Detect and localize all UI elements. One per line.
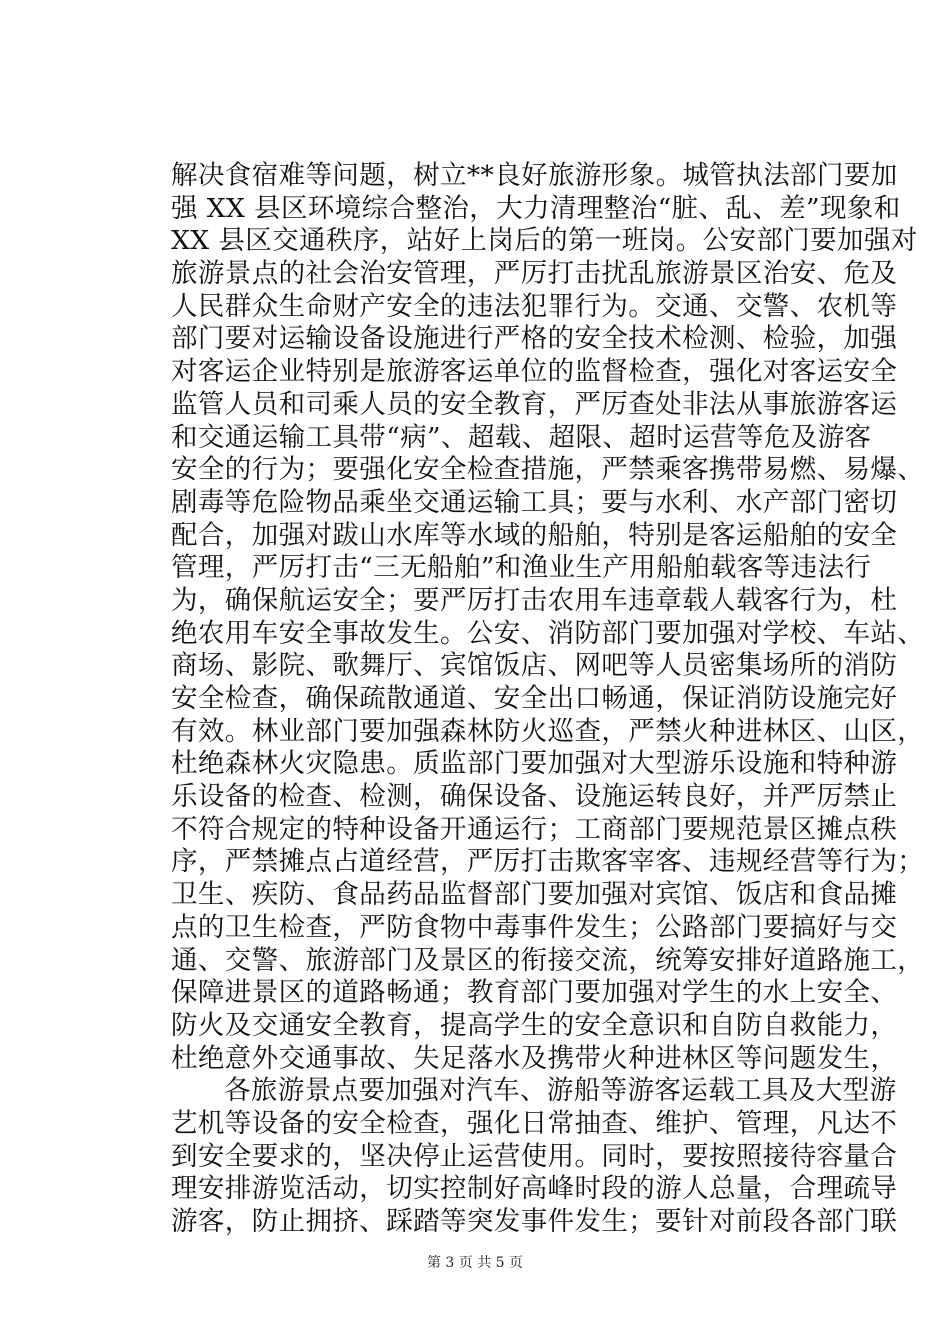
text-line: 防火及交通安全教育，提高学生的安全意识和自防自救能力， bbox=[171, 1009, 898, 1041]
text-line: 安全检查，确保疏散通道、安全出口畅通，保证消防设施完好 bbox=[171, 683, 898, 714]
text-line: 不符合规定的特种设备开通运行；工商部门要规范景区摊点秩 bbox=[171, 813, 898, 845]
text-line: 剧毒等危险物品乘坐交通运输工具；要与水利、水产部门密切 bbox=[171, 486, 898, 518]
text-line: 管理，严厉打击“三无船舶”和渔业生产用船舶载客等违法行 bbox=[171, 552, 872, 584]
text-line: 乐设备的检查、检测，确保设备、设施运转良好，并严厉禁止 bbox=[171, 781, 898, 813]
text-line: 人民群众生命财产安全的违法犯罪行为。交通、交警、农机等 bbox=[171, 290, 898, 322]
text-line: 杜绝森林火灾隐患。质监部门要加强对大型游乐设施和特种游 bbox=[171, 748, 898, 780]
page-number-footer: 第 3 页 共 5 页 bbox=[426, 1255, 524, 1271]
text-line: 保障进景区的道路畅通；教育部门要加强对学生的水上安全、 bbox=[171, 977, 898, 1009]
text-line: 理安排游览活动，切实控制好高峰时段的游人总量，合理疏导 bbox=[171, 1173, 898, 1205]
text-line: 旅游景点的社会治安管理，严厉打击扰乱旅游景区治安、危及 bbox=[171, 258, 898, 290]
text-line: 配合，加强对跋山水库等水域的船舶，特别是客运船舶的安全 bbox=[171, 519, 898, 551]
text-line: 卫生、疾防、食品药品监督部门要加强对宾馆、饭店和食品摊 bbox=[171, 879, 898, 911]
text-line: 序，严禁摊点占道经营，严厉打击欺客宰客、违规经营等行为； bbox=[171, 846, 925, 878]
text-line: 点的卫生检查，严防食物中毒事件发生；公路部门要搞好与交 bbox=[171, 911, 898, 943]
text-line: 艺机等设备的安全检查，强化日常抽查、维护、管理，凡达不 bbox=[171, 1107, 898, 1139]
text-line: 监管人员和司乘人员的安全教育，严厉查处非法从事旅游客运 bbox=[171, 388, 898, 420]
text-line: 和交通运输工具带“病”、超载、超限、超时运营等危及游客 bbox=[171, 421, 872, 453]
text-line: 安全的行为；要强化安全检查措施，严禁乘客携带易燃、易爆、 bbox=[171, 454, 925, 486]
text-line: 部门要对运输设备设施进行严格的安全技术检测、检验，加强 bbox=[171, 323, 898, 355]
text-line: XX 县区交通秩序，站好上岗后的第一班岗。公安部门要加强对 bbox=[171, 225, 918, 257]
text-line: 强 XX 县区环境综合整治，大力清理整治“脏、乱、差”现象和 bbox=[171, 192, 901, 224]
text-line: 为，确保航运安全；要严厉打击农用车违章载人载客行为，杜 bbox=[171, 584, 898, 616]
text-line: 到安全要求的，坚决停止运营使用。同时，要按照接待容量合 bbox=[171, 1140, 898, 1172]
document-body bbox=[171, 160, 925, 1239]
paragraph-start-line: 各旅游景点要加强对汽车、游船等游客运载工具及大型游 bbox=[224, 1075, 897, 1107]
text-line: 商场、影院、歌舞厅、宾馆饭店、网吧等人员密集场所的消防 bbox=[171, 650, 898, 682]
text-line: 有效。林业部门要加强森林防火巡查，严禁火种进林区、山区， bbox=[171, 715, 925, 747]
text-line: 绝农用车安全事故发生。公安、消防部门要加强对学校、车站、 bbox=[171, 617, 925, 649]
text-line: 解决食宿难等问题，树立**良好旅游形象。城管执法部门要加 bbox=[171, 160, 898, 191]
text-line: 对客运企业特别是旅游客运单位的监督检查，强化对客运安全 bbox=[171, 356, 898, 388]
text-line: 杜绝意外交通事故、失足落水及携带火种进林区等问题发生， bbox=[171, 1042, 898, 1074]
text-line: 游客，防止拥挤、踩踏等突发事件发生；要针对前段各部门联 bbox=[171, 1206, 898, 1237]
text-line: 通、交警、旅游部门及景区的衔接交流，统筹安排好道路施工， bbox=[171, 944, 925, 976]
